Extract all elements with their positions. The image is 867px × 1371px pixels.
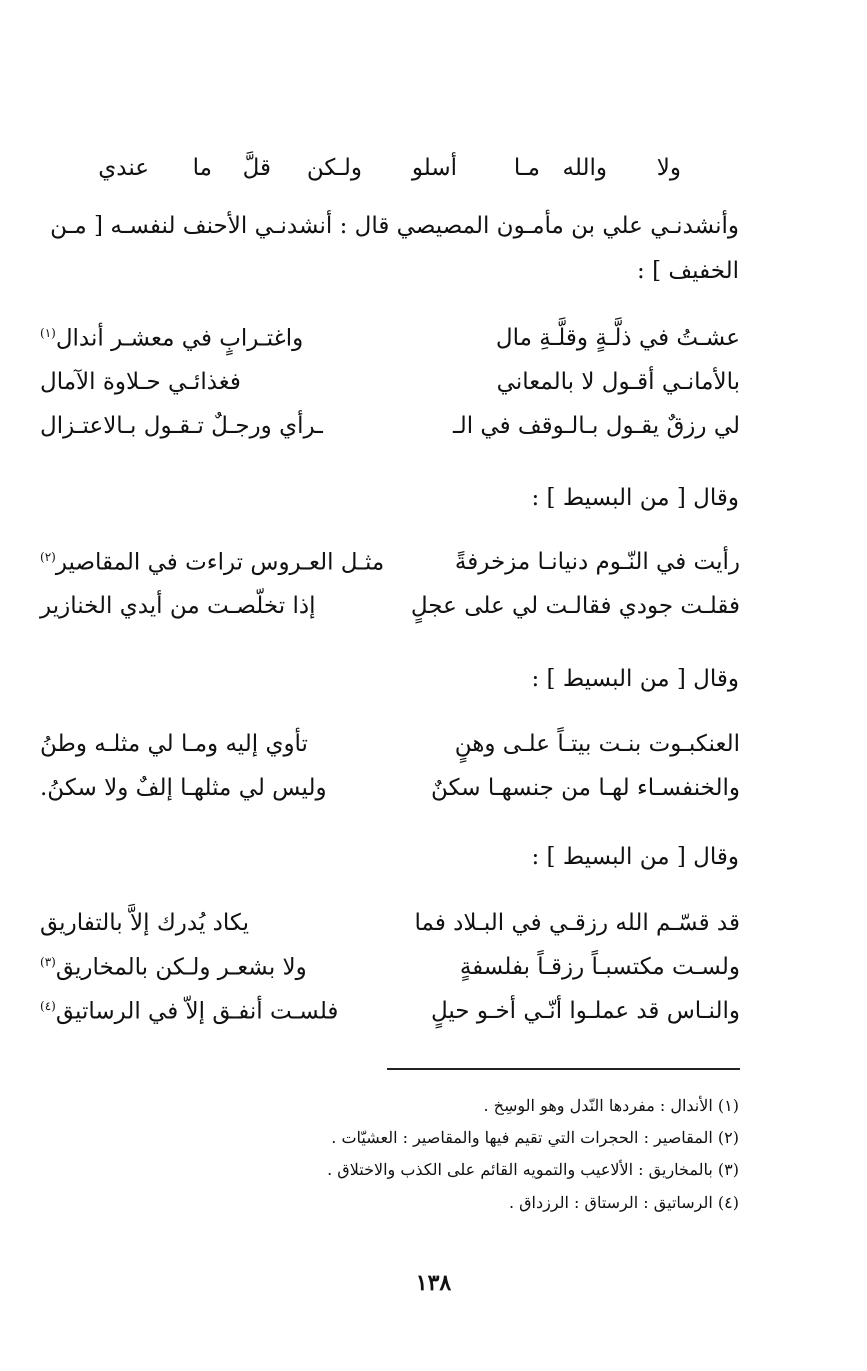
verse-word: ولا — [656, 155, 681, 181]
hemistich-second — [40, 956, 307, 980]
verse-row — [40, 371, 740, 405]
footnote-marker: (٢) — [40, 550, 56, 564]
verse-row — [40, 595, 740, 629]
verse-row — [40, 551, 740, 585]
hemistich-first: العنكبـوت بنـت بيتـاً علـى وهنٍ — [454, 731, 740, 757]
hemistich-second — [40, 551, 384, 575]
hemistich-first: رأيت في النّـوم دنيانـا مزخرفةً — [454, 549, 740, 575]
hemistich-second: يكاد يُدرك إلاَّ بالتفاريق — [40, 910, 250, 936]
hemistich-text: واغتـرابٍ في معشـر أندال — [55, 325, 304, 352]
hemistich-second: وليس لي مثلهـا إلفٌ ولا سكنُ. — [40, 775, 327, 801]
verse-word: ولـكن — [306, 155, 362, 181]
footnote: (٣) بالمخاريق : الألاعيب والتمويه القائم على الكذب والاختلاق . — [327, 1160, 739, 1179]
footnote-marker: (١) — [40, 326, 56, 340]
verse-row — [40, 415, 740, 449]
verse-word: أسلو — [411, 155, 457, 181]
verse-word: قلَّ — [242, 155, 271, 181]
verse-row — [40, 956, 740, 990]
hemistich-text: مثـل العـروس تراءت في المقاصير — [55, 549, 385, 576]
hemistich-first: لي رزقٌ يقـول بـالـوقف في الـ — [452, 413, 740, 439]
hemistich-second: فغذائـي حـلاوة الآمال — [40, 369, 241, 395]
verse-row — [40, 733, 740, 767]
hemistich-first: قد قسّـم الله رزقـي في البـلاد فما — [414, 910, 740, 936]
section-heading: وقال [ من البسيط ] : — [531, 666, 739, 692]
hemistich-first: والنـاس قد عملـوا أنّـي أخـو حيلٍ — [430, 998, 740, 1024]
verse-row — [40, 777, 740, 811]
section-heading: وقال [ من البسيط ] : — [531, 485, 739, 511]
footnote-divider — [387, 1068, 740, 1070]
page-number: ١٣٨ — [415, 1270, 452, 1296]
verse-word: ما — [192, 155, 212, 181]
footnote-marker: (٤) — [40, 999, 56, 1013]
verse-word: مـا — [513, 155, 540, 181]
hemistich-first: عشـتُ في ذلَّـةٍ وقلَّـةِ مال — [495, 325, 740, 351]
verse-row — [40, 912, 740, 946]
verse-word: عندي — [98, 155, 149, 181]
hemistich-first: فقلـت جودي فقالـت لي على عجلٍ — [410, 593, 740, 619]
footnote: (٤) الرساتيق : الرستاق : الرزداق . — [508, 1193, 739, 1212]
hemistich-text: فلسـت أنفـق إلاّ في الرساتيق — [55, 998, 339, 1025]
top-verse — [0, 0, 867, 200]
hemistich-text: ولا بشعـر ولـكن بالمخاريق — [55, 954, 307, 981]
hemistich-first: بالأمانـي أقـول لا بالمعاني — [496, 369, 740, 395]
intro-line-1: وأنشدنـي علي بن مأمـون المصيصي قال : أنشدنـي الأحنف لنفسـه [ مـن — [50, 213, 739, 239]
hemistich-second: ـرأي ورجـلٌ تـقـول بـالاعتـزال — [40, 413, 323, 439]
hemistich-second: إذا تخلّصـت من أيدي الخنازير — [40, 593, 316, 619]
footnote: (١) الأندال : مفردها النّدل وهو الوسِخ . — [483, 1096, 739, 1115]
hemistich-second — [40, 327, 303, 351]
footnote-marker: (٣) — [40, 955, 56, 969]
verse-word: والله — [562, 155, 607, 181]
footnote: (٢) المقاصير : الحجرات التي تقيم فيها والمقاصير : العشيّات . — [331, 1128, 739, 1147]
verse-row — [40, 1000, 740, 1034]
section-heading: وقال [ من البسيط ] : — [531, 844, 739, 870]
intro-line-2: الخفيف ] : — [637, 258, 739, 284]
verse-row — [40, 327, 740, 361]
hemistich-first: ولسـت مكتسبـاً رزقـاً بفلسفةٍ — [459, 954, 740, 980]
hemistich-first: والخنفسـاء لهـا من جنسهـا سكنٌ — [431, 775, 740, 801]
hemistich-second — [40, 1000, 338, 1024]
hemistich-second: تأوي إليه ومـا لي مثلـه وطنُ — [40, 731, 308, 757]
